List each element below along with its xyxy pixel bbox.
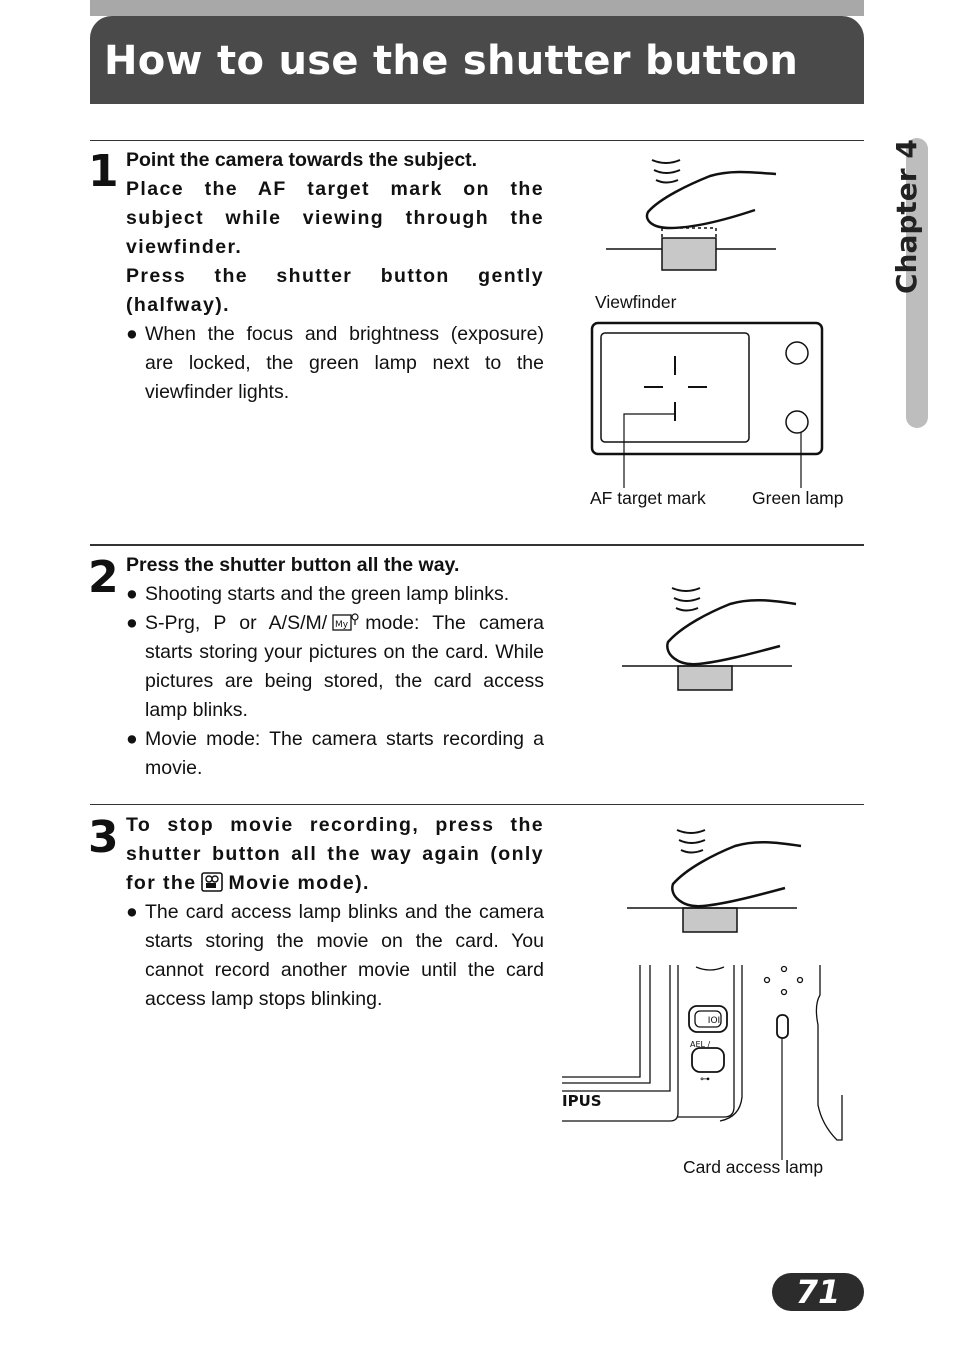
bullet-dot: ● — [126, 323, 138, 345]
bullet-item — [126, 580, 544, 609]
finger-press-halfway-illustration — [600, 150, 780, 275]
finger-press-full-illustration — [620, 580, 800, 695]
step-1-line: Point the camera towards the subject. — [126, 149, 478, 171]
bullet-item — [126, 320, 544, 407]
viewfinder-diagram — [590, 320, 830, 490]
my-mode-icon — [332, 612, 360, 632]
page-title: How to use the shutter button — [104, 38, 799, 84]
step-number: 3 — [88, 812, 119, 863]
bullet-dot: ● — [126, 583, 138, 605]
movie-mode-icon — [201, 872, 223, 892]
bullet-text: mode: The camera starts storing your pictures on the card. While pictures are being stored, the card access lamp blinks. — [145, 612, 544, 721]
display-button-label: IOI — [707, 1016, 721, 1026]
svg-text:My: My — [335, 620, 349, 630]
step-3-text — [126, 811, 544, 1014]
step-3-line — [126, 811, 544, 898]
bullet-dot: ● — [126, 728, 138, 750]
viewfinder-label: Viewfinder — [595, 292, 677, 312]
header-top-strip — [90, 0, 864, 16]
bullet-dot: ● — [126, 901, 138, 923]
brand-logo: IPUS — [562, 1092, 602, 1110]
section-divider — [90, 544, 864, 546]
ael-label: AEL / — [690, 1040, 711, 1049]
section-divider — [90, 140, 864, 141]
bullet-text: Shooting starts and the green lamp blinks. — [145, 583, 510, 605]
bullet-text: The card access lamp blinks and the camera starts storing the movie on the card. You cannot record another movie until the card access lamp stops blinking. — [145, 901, 544, 1010]
af-target-label: AF target mark — [590, 488, 706, 508]
step-2-line: Press the shutter button all the way. — [126, 554, 460, 576]
page-number: 71 — [772, 1273, 864, 1311]
key-icon: ⊶ — [700, 1074, 710, 1085]
step-2-text — [126, 551, 544, 783]
step-1-line: Place the AF target mark on the subject while viewing through the viewfinder. — [126, 178, 544, 258]
finger-press-again-illustration — [625, 822, 805, 934]
step-3-line-start: To stop movie recording, press the shutter button all the way again (only for the — [126, 814, 544, 894]
green-lamp-label: Green lamp — [752, 488, 844, 508]
bullet-item — [126, 609, 544, 725]
bullet-item — [126, 898, 544, 1014]
section-divider — [90, 804, 864, 805]
step-number: 2 — [88, 552, 119, 603]
step-1-line: Press the shutter button gently (halfway). — [126, 265, 544, 316]
camera-back-illustration — [562, 965, 847, 1185]
step-1-text — [126, 146, 544, 407]
chapter-label: Chapter 4 — [890, 139, 923, 294]
bullet-item — [126, 725, 544, 783]
step-3-line-end: Movie mode). — [228, 872, 370, 894]
bullet-text: Movie mode: The camera starts recording a movie. — [145, 728, 544, 779]
bullet-dot: ● — [126, 612, 138, 634]
bullet-text: When the focus and brightness (exposure) are locked, the green lamp next to the viewfinder lights. — [145, 323, 544, 403]
chapter-label-wrap — [878, 140, 938, 300]
page-header — [90, 16, 864, 104]
bullet-text: S-Prg, P or A/S/M/ — [145, 612, 328, 634]
step-number: 1 — [88, 146, 119, 197]
card-access-lamp-label: Card access lamp — [683, 1157, 824, 1177]
